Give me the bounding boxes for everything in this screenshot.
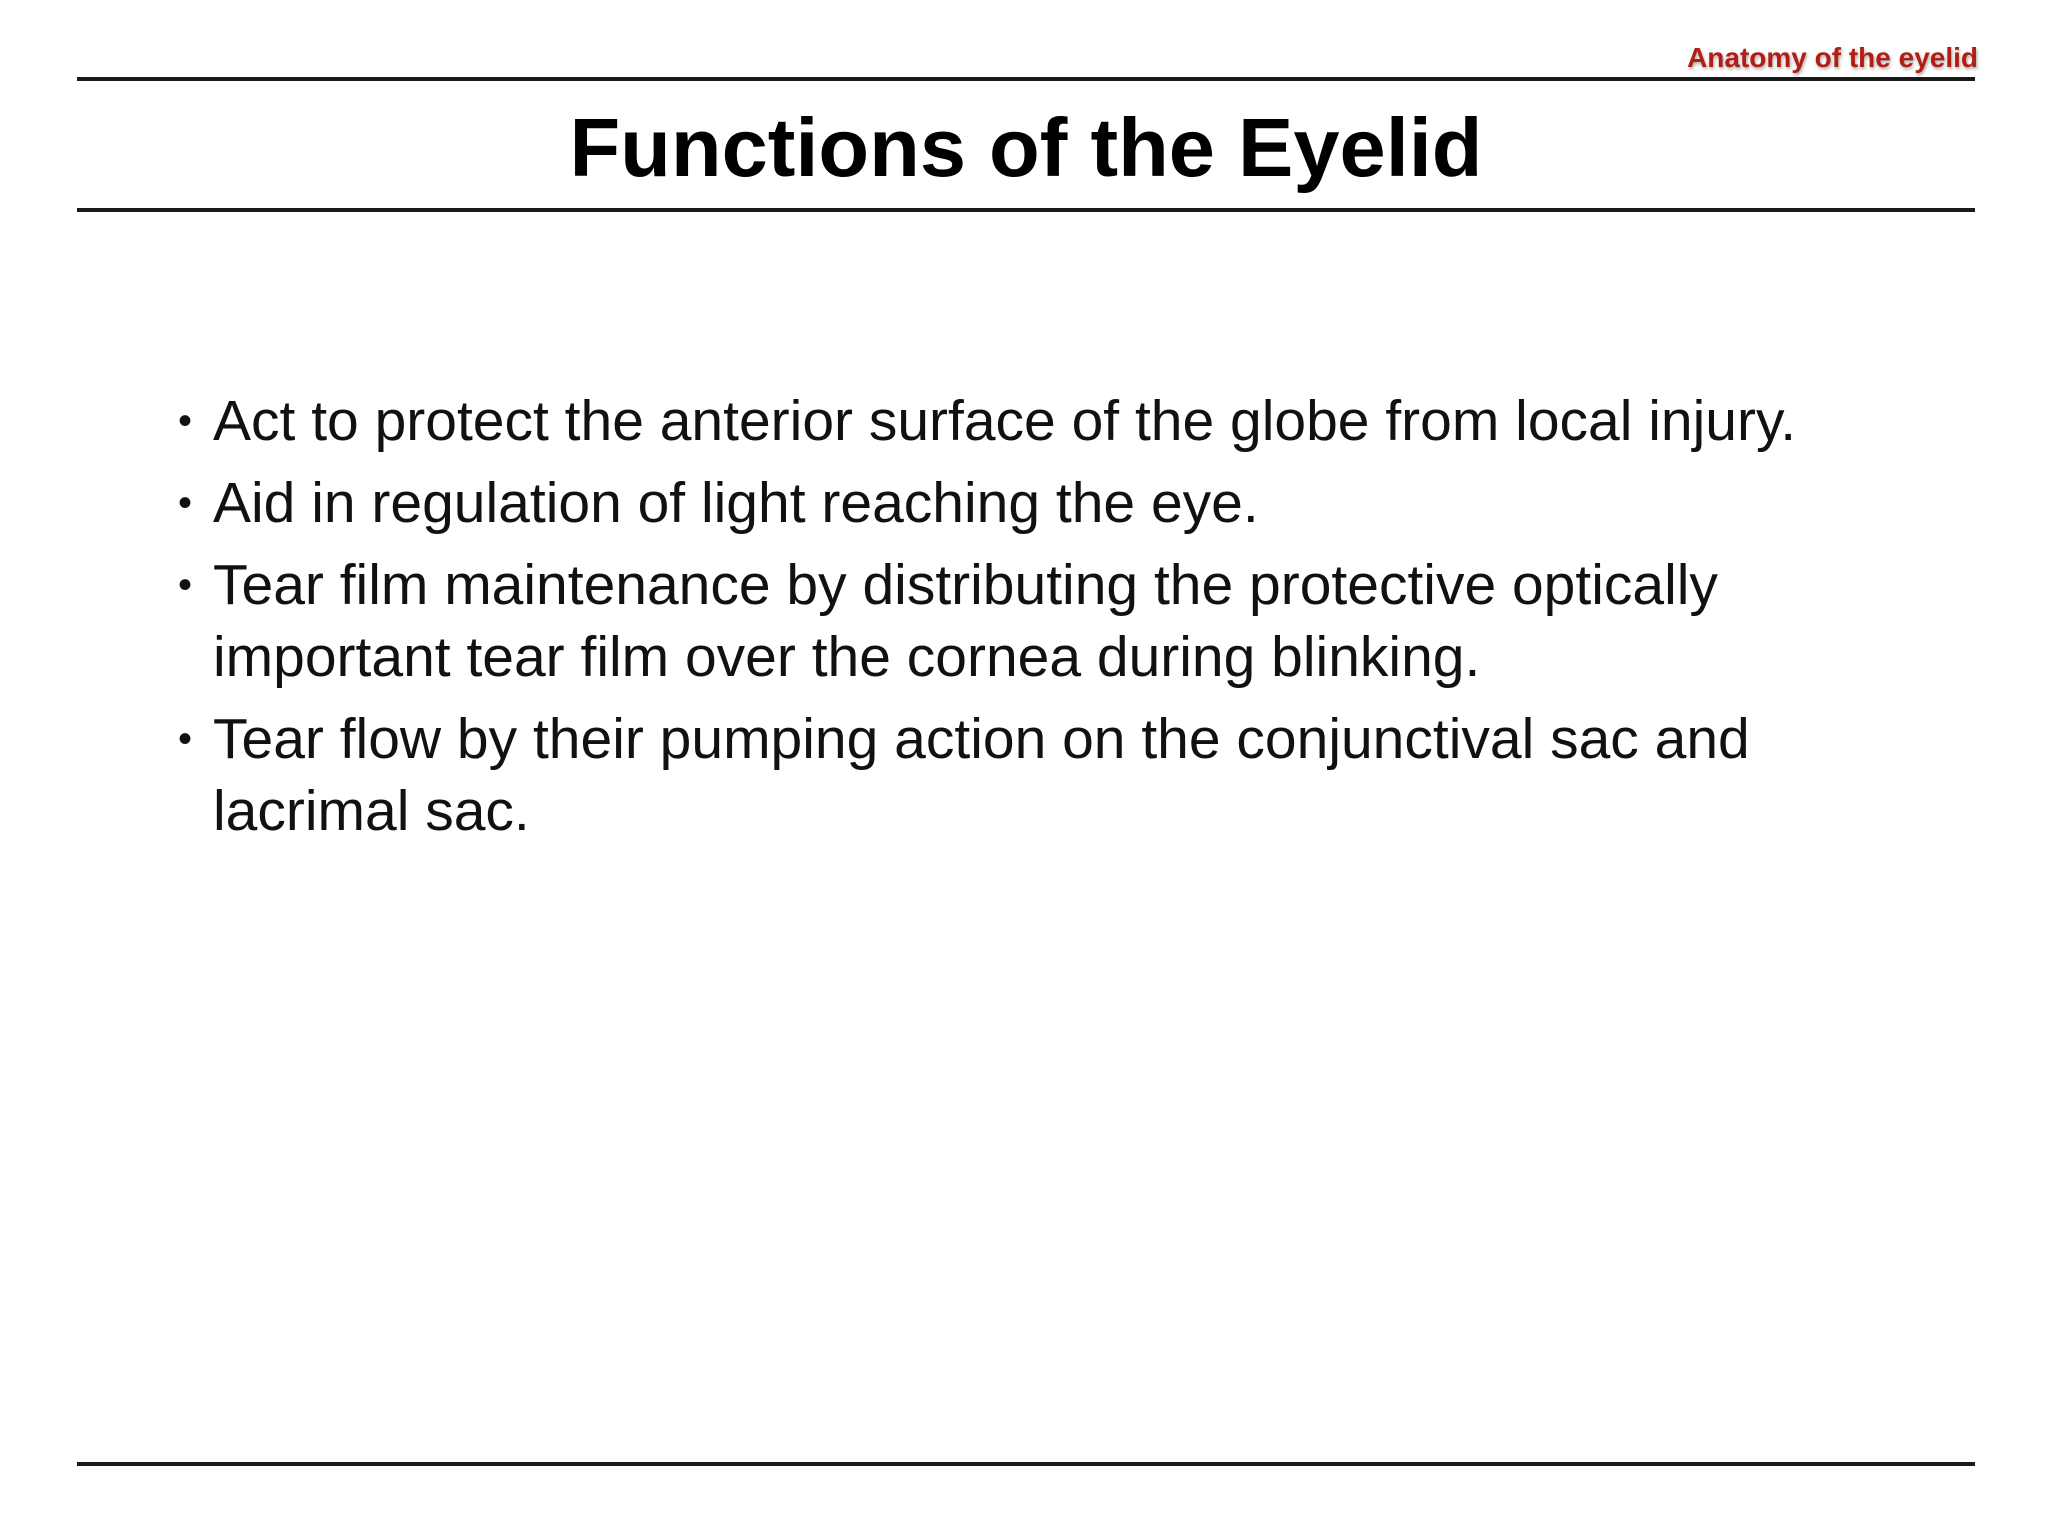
bullet-text: Act to protect the anterior surface of the globe from local injury. <box>213 389 1797 453</box>
section-label: Anatomy of the eyelid <box>1687 42 1978 73</box>
bullet-item <box>178 549 1918 693</box>
footer-divider <box>77 1462 1975 1466</box>
bullet-text: Tear film maintenance by distributing the protective optically important tear film over the cornea during blinking. <box>213 553 1718 689</box>
top-divider <box>77 77 1975 81</box>
bullet-text: Aid in regulation of light reaching the eye. <box>213 471 1259 535</box>
bullet-icon: • <box>178 717 193 761</box>
bullet-icon: • <box>178 481 193 525</box>
bullet-text: Tear flow by their pumping action on the conjunctival sac and lacrimal sac. <box>213 707 1750 843</box>
bullet-item <box>178 385 1918 457</box>
title-divider <box>77 208 1975 212</box>
bullet-icon: • <box>178 399 193 443</box>
bullet-item <box>178 467 1918 539</box>
bullet-icon: • <box>178 563 193 607</box>
slide-title: Functions of the Eyelid <box>569 101 1483 194</box>
bullet-list <box>178 385 1918 857</box>
bullet-item <box>178 703 1918 847</box>
